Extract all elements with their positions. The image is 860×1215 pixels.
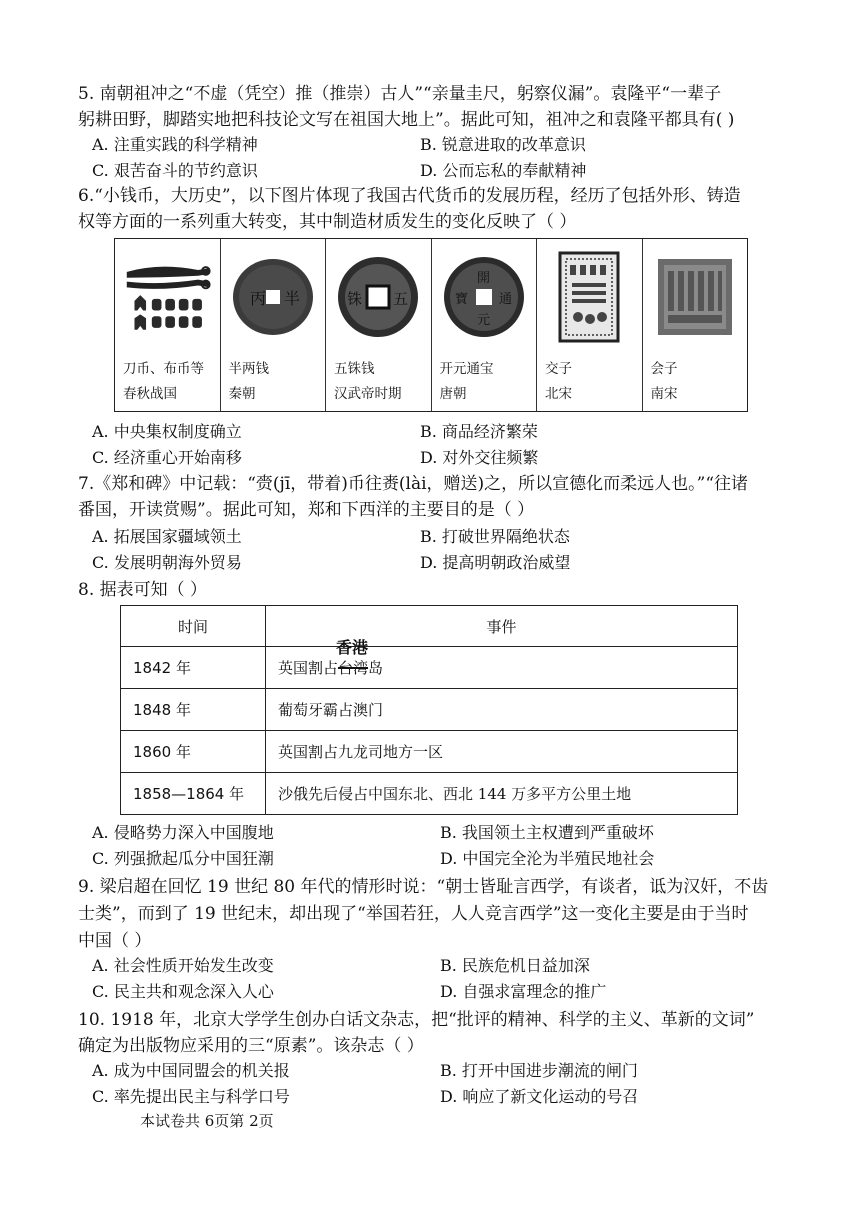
currency-name: 刀币、布币等 [123, 361, 204, 377]
q9-option-a: A. 社会性质开始发生改变 [92, 956, 274, 975]
q6-option-c: C. 经济重心开始南移 [92, 448, 242, 467]
events-table [120, 605, 738, 815]
q7-option-b: B. 打破世界隔绝状态 [420, 527, 570, 546]
row-time: 1858—1864 年 [121, 773, 266, 815]
currency-name: 五铢钱 [334, 361, 375, 377]
event-text-suffix: 岛 [368, 659, 384, 677]
q10-stem-line1: 10. 1918 年，北京大学学生创办白话文杂志，把“批评的精神、科学的主义、革新的文词” [78, 1010, 755, 1030]
q8-option-c: C. 列强掀起瓜分中国狂潮 [92, 849, 274, 868]
jiaozi-paper-money-icon [543, 247, 636, 347]
table-header-row [121, 606, 738, 647]
q7-stem-line2: 番国，开读赏赐”。据此可知，郑和下西洋的主要目的是（ ） [78, 500, 535, 520]
currency-image-table [114, 238, 748, 412]
q5-option-b: B. 锐意进取的改革意识 [420, 135, 586, 154]
svg-text:五: 五 [393, 290, 409, 308]
svg-text:半: 半 [283, 289, 300, 308]
q5-option-d: D. 公而忘私的奉献精神 [420, 161, 587, 180]
q7-option-d: D. 提高明朝政治威望 [420, 553, 571, 572]
currency-cell [115, 239, 221, 411]
q10-option-d: D. 响应了新文化运动的号召 [440, 1087, 639, 1106]
table-row [121, 773, 738, 815]
table-row [121, 689, 738, 731]
currency-era: 唐朝 [439, 386, 467, 402]
q9-option-b: B. 民族危机日益加深 [440, 956, 590, 975]
currency-era: 汉武帝时期 [334, 386, 402, 402]
q7-option-a: A. 拓展国家疆域领土 [92, 527, 242, 546]
q10-option-a: A. 成为中国同盟会的机关报 [92, 1061, 290, 1080]
q10-stem-line2: 确定为出版物应采用的三“原素”。该杂志（ ） [78, 1036, 424, 1056]
row-event: 英国割占九龙司地方一区 [266, 731, 738, 773]
handwritten-correction [336, 638, 369, 678]
correction-text: 香港 [336, 638, 369, 657]
q6-stem-line1: 6.“小钱币，大历史”，以下图片体现了我国古代货币的发展历程，经历了包括外形、铸造 [78, 186, 741, 206]
row-event: 沙俄先后侵占中国东北、西北 144 万多平方公里土地 [266, 773, 738, 815]
banliang-coin-icon [227, 247, 320, 347]
q5-stem-line1: 5. 南朝祖冲之“不虚（凭空）推（推崇）古人”“亲量圭尺，躬察仪漏”。袁隆平“一辈子 [78, 84, 722, 104]
q7-stem-line1: 7.《郑和碑》中记载：“赍(jī，带着)币往赉(lài，赠送)之，所以宣德化而柔远人也。”“往诸 [78, 474, 749, 494]
currency-name: 开元通宝 [439, 361, 494, 377]
wuzhu-coin-icon [332, 247, 425, 347]
q5-option-c: C. 艰苦奋斗的节约意识 [92, 161, 258, 180]
row-time: 1860 年 [121, 731, 266, 773]
kaiyuan-coin-icon [438, 247, 531, 347]
q10-option-b: B. 打开中国进步潮流的闸门 [440, 1061, 638, 1080]
row-event [266, 638, 738, 689]
currency-name: 交子 [545, 361, 572, 377]
currency-cell [326, 239, 432, 411]
q5-option-a: A. 注重实践的科学精神 [92, 135, 258, 154]
currency-name: 半两钱 [228, 361, 269, 377]
currency-cell [432, 239, 538, 411]
q10-option-c: C. 率先提出民主与科学口号 [92, 1087, 290, 1106]
q8-stem: 8. 据表可知（ ） [78, 580, 208, 600]
q9-option-c: C. 民主共和观念深入人心 [92, 982, 274, 1001]
struck-text: 台湾 [338, 659, 369, 677]
row-event: 葡萄牙霸占澳门 [266, 689, 738, 731]
q8-option-a: A. 侵略势力深入中国腹地 [92, 823, 274, 842]
q9-stem-line3: 中国（ ） [78, 931, 152, 951]
currency-era: 春秋战国 [123, 386, 177, 402]
currency-era: 南宋 [650, 386, 678, 402]
table-row [121, 731, 738, 773]
q6-option-a: A. 中央集权制度确立 [92, 422, 242, 441]
q6-option-b: B. 商品经济繁荣 [420, 422, 538, 441]
page-footer: 本试卷共 6页第 2页 [140, 1112, 274, 1130]
currency-cell [643, 239, 748, 411]
currency-era: 秦朝 [228, 386, 256, 402]
table-row [121, 647, 738, 689]
currency-cell [221, 239, 327, 411]
svg-text:寶: 寶 [454, 292, 468, 307]
header-event: 事件 [266, 606, 738, 647]
q9-stem-line2: 士类”，而到了 19 世纪末，却出现了“举国若狂，人人竞言西学”这一变化主要是由于当时 [78, 904, 749, 924]
q9-stem-line1: 9. 梁启超在回忆 19 世纪 80 年代的情形时说：“朝士皆耻言西学，有谈者，诋为汉奸，不齿 [78, 877, 769, 897]
svg-text:開: 開 [476, 271, 490, 286]
svg-text:铢: 铢 [347, 290, 363, 308]
q7-option-c: C. 发展明朝海外贸易 [92, 553, 242, 572]
currency-era: 北宋 [545, 386, 572, 402]
svg-text:通: 通 [498, 292, 512, 307]
q5-stem-line2: 躬耕田野，脚踏实地把科技论文写在祖国大地上”。据此可知，祖冲之和袁隆平都具有( ) [78, 110, 735, 130]
row-time: 1842 年 [121, 647, 266, 689]
q6-stem-line2: 权等方面的一系列重大转变，其中制造材质发生的变化反映了（ ） [78, 212, 577, 232]
q8-option-d: D. 中国完全沦为半殖民地社会 [440, 849, 655, 868]
header-time: 时间 [121, 606, 266, 647]
knife-spade-coins-icon [121, 247, 214, 347]
q6-option-d: D. 对外交往频繁 [420, 448, 539, 467]
row-time: 1848 年 [121, 689, 266, 731]
currency-name: 会子 [650, 361, 678, 377]
q9-option-d: D. 自强求富理念的推广 [440, 982, 607, 1001]
huizi-paper-money-icon [649, 247, 742, 347]
event-text: 英国割占 [278, 659, 339, 677]
q8-option-b: B. 我国领土主权遭到严重破坏 [440, 823, 654, 842]
svg-text:元: 元 [476, 313, 490, 328]
svg-text:丙: 丙 [249, 289, 266, 308]
currency-cell [537, 239, 643, 411]
